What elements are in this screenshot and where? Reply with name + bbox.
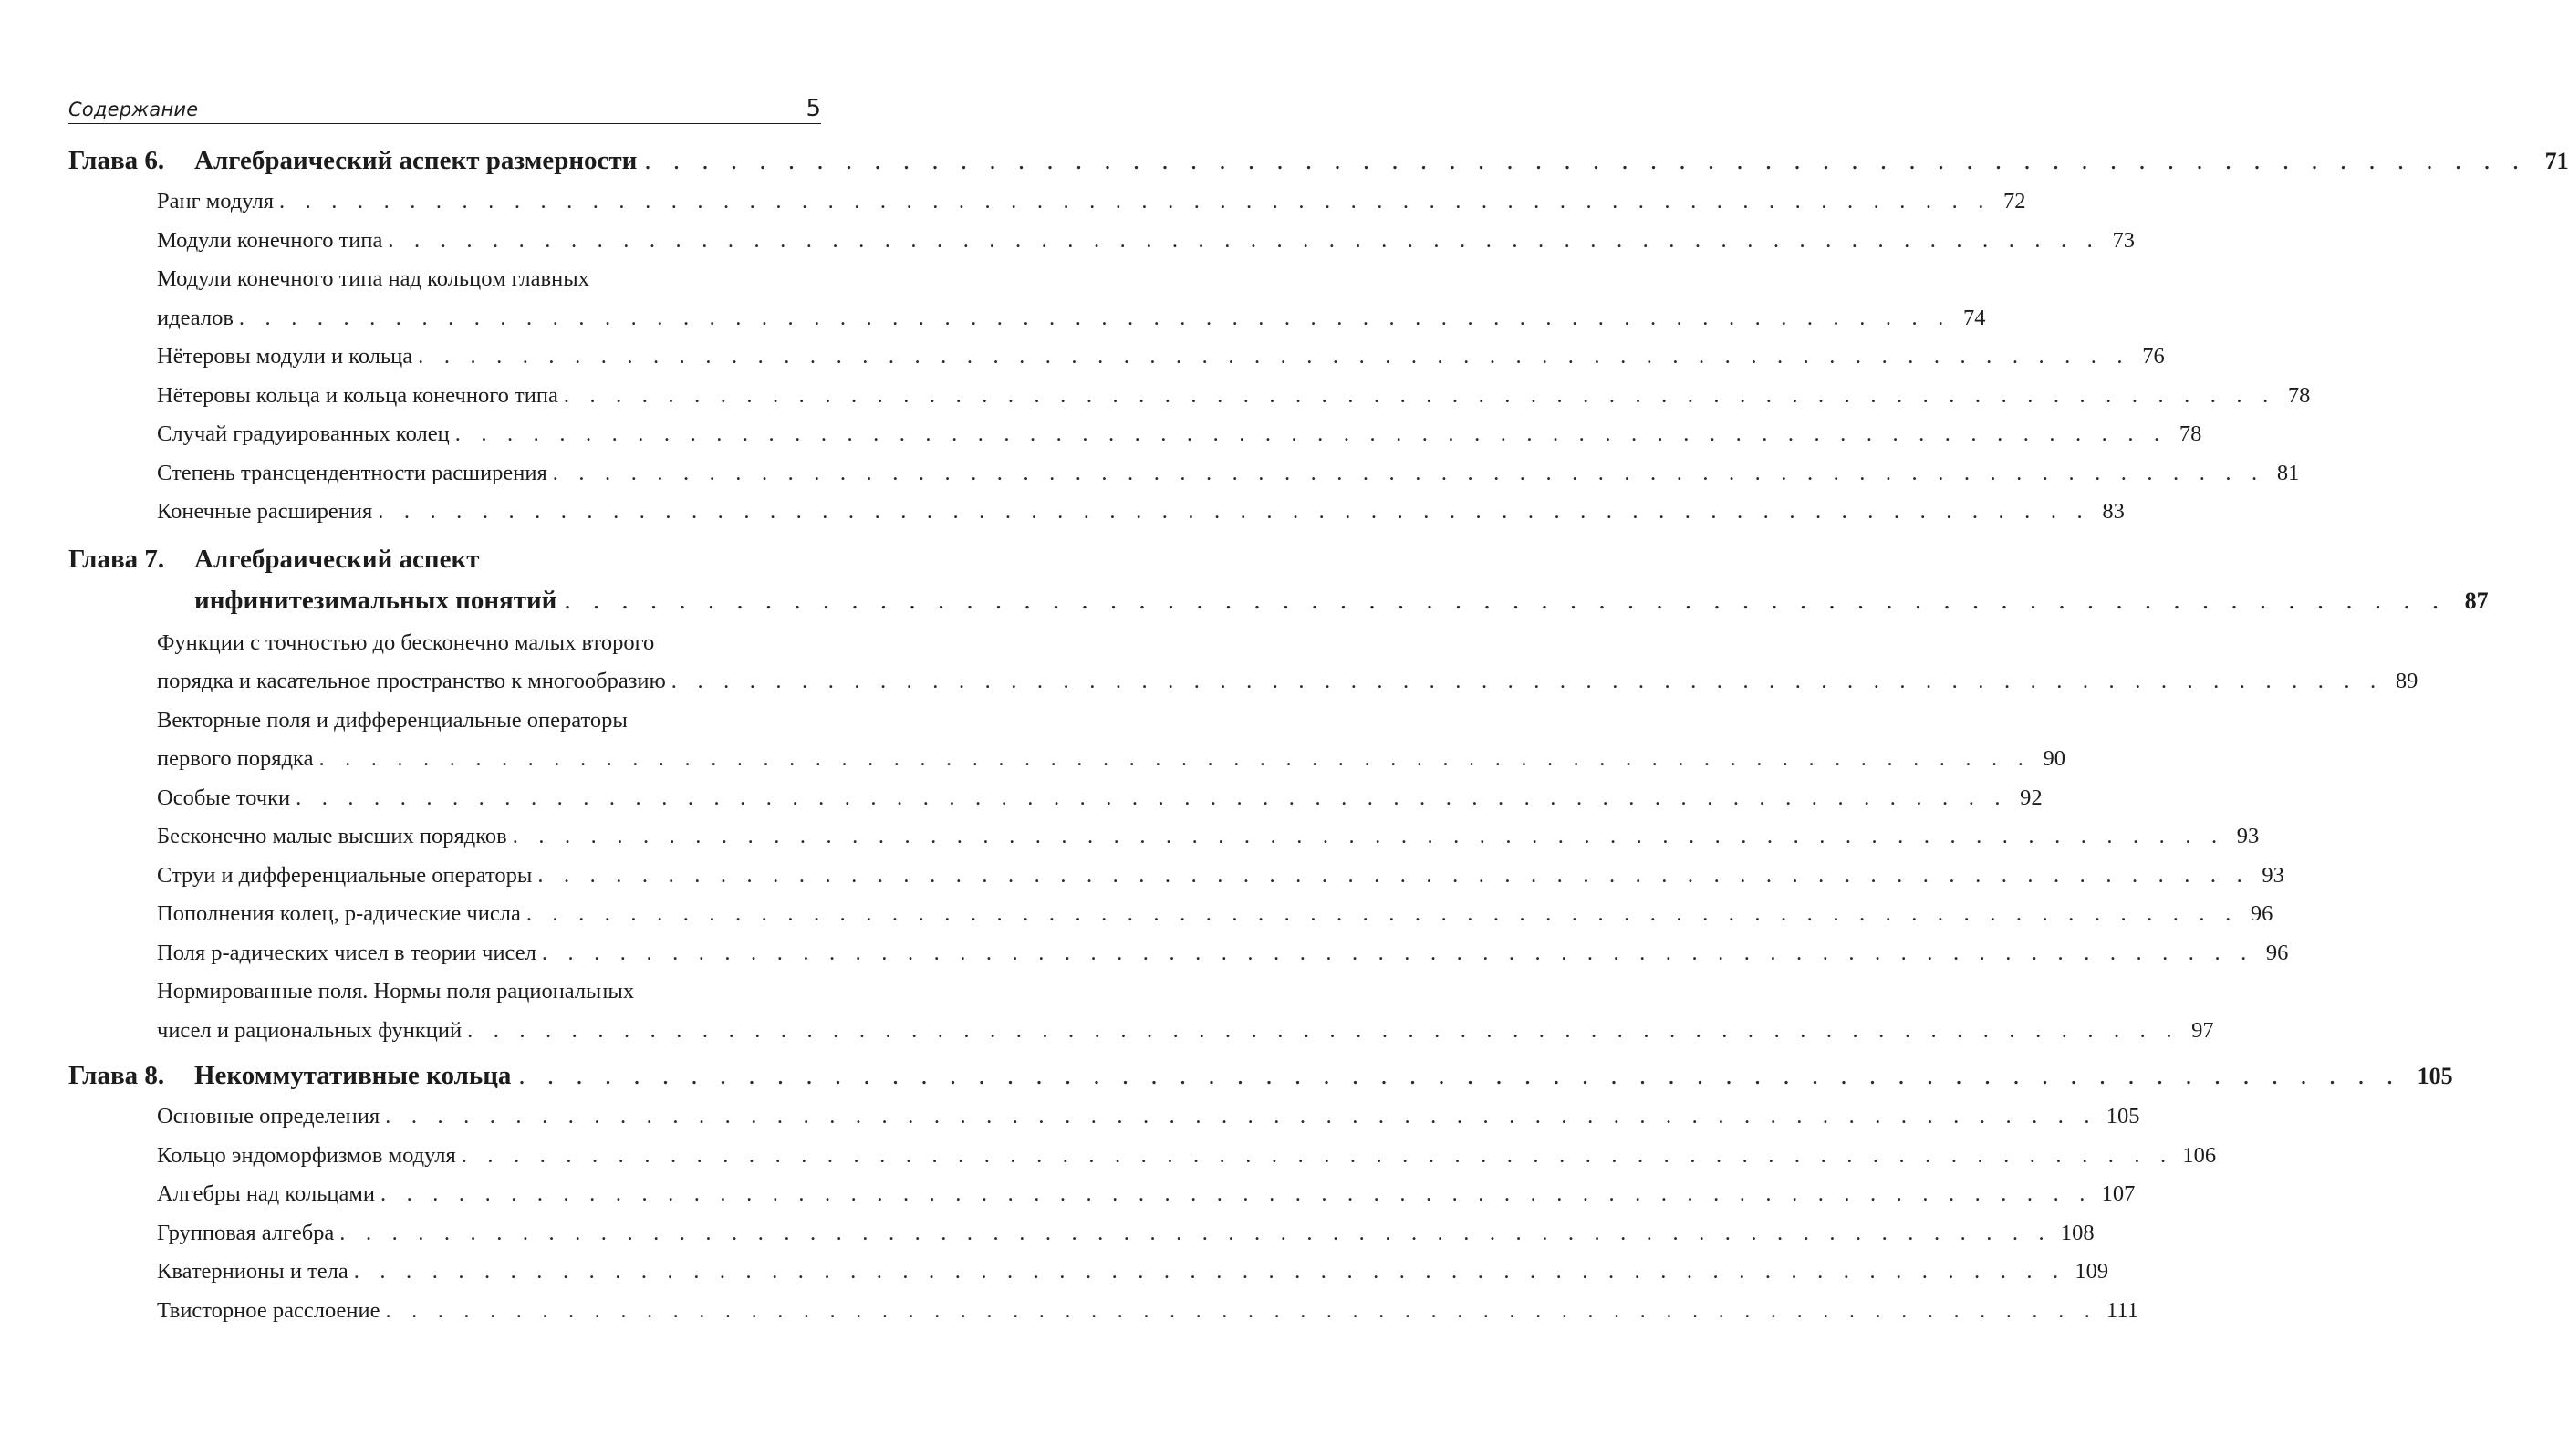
entry-page-number: 81: [2276, 460, 2300, 485]
entry-title: первого порядка: [157, 746, 314, 771]
toc-entry[interactable]: [157, 624, 2418, 702]
entry-line: [157, 222, 2135, 261]
toc-entry[interactable]: [157, 817, 2260, 857]
entry-line: [157, 624, 821, 663]
entry-line: [157, 493, 2125, 532]
entry-line: [157, 1137, 2217, 1176]
entry-line: [157, 260, 821, 299]
entry-line: [157, 779, 2043, 818]
dot-leader: [462, 1137, 2174, 1176]
toc-entry[interactable]: [157, 895, 2273, 934]
running-head-title: Содержание: [68, 99, 199, 120]
entry-page-number: 76: [2142, 344, 2165, 369]
toc-entry[interactable]: [157, 338, 2165, 377]
chapter-title: Алгебраический аспект: [194, 544, 480, 574]
entry-line: [157, 1012, 2214, 1051]
entry-title: Основные определения: [157, 1104, 380, 1128]
entry-line: [157, 662, 2418, 702]
entry-page-number: 107: [2101, 1181, 2136, 1206]
toc-entry[interactable]: [157, 972, 2214, 1050]
entry-page-number: 72: [2003, 189, 2026, 213]
chapter-heading[interactable]: [68, 1056, 2453, 1097]
entry-title: Бесконечно малые высших порядков: [157, 824, 507, 848]
dot-leader: [239, 299, 1951, 338]
dot-leader: [354, 1253, 2066, 1292]
entry-title: Особые точки: [157, 785, 291, 810]
entry-line: [157, 377, 2311, 416]
dot-leader: [279, 182, 1992, 222]
chapter-title: Некоммутативные кольца: [194, 1061, 512, 1090]
entry-title: Поля p-адических чисел в теории чисел: [157, 940, 536, 965]
entry-page-number: 96: [2265, 940, 2289, 965]
dot-leader: [388, 222, 2100, 261]
dot-leader: [385, 1292, 2097, 1331]
entry-title: Нётеровы модули и кольца: [157, 344, 413, 369]
entry-line: [157, 934, 2289, 973]
entry-title: Нормированные поля. Нормы поля рациональных: [157, 979, 635, 1004]
dot-leader: [671, 662, 2384, 702]
toc-entry[interactable]: [157, 934, 2289, 973]
entry-title: Струи и дифференциальные операторы: [157, 862, 533, 888]
entry-page-number: 109: [2075, 1259, 2109, 1284]
chapter-title-line: [194, 1056, 2453, 1097]
dot-leader: [564, 377, 2276, 416]
toc-entry[interactable]: [157, 857, 2284, 896]
entry-page-number: 78: [2179, 421, 2202, 446]
chapter-title: Алгебраический аспект размерности: [194, 146, 638, 175]
entry-title: Кватернионы и тела: [157, 1259, 348, 1284]
chapter-section: [68, 140, 2569, 532]
dot-leader: [418, 338, 2130, 377]
entry-title: Твисторное расслоение: [157, 1297, 380, 1323]
entry-line: [157, 299, 1986, 338]
entry-page-number: 93: [2236, 824, 2260, 848]
entry-line: [157, 817, 2260, 857]
entry-title: Векторные поля и дифференциальные операторы: [157, 707, 628, 733]
entry-title: идеалов: [157, 305, 234, 330]
dot-leader: [467, 1012, 2179, 1051]
entry-line: [157, 972, 821, 1012]
section-list: [68, 1097, 2217, 1330]
entry-page-number: 92: [2020, 785, 2043, 810]
dot-leader: [542, 934, 2254, 973]
section-list: [68, 624, 2418, 1051]
chapter-title-block: [194, 539, 2489, 621]
toc-entry[interactable]: [157, 377, 2311, 416]
entry-title: Случай градуированных колец: [157, 421, 450, 446]
entry-page-number: 90: [2043, 746, 2066, 771]
chapter-title-line: [194, 539, 2489, 580]
entry-line: [157, 182, 2026, 222]
toc-page: [68, 86, 2569, 1330]
table-of-contents: [68, 140, 2569, 1330]
chapter-label: Глава 8.: [68, 1061, 165, 1090]
entry-title: чисел и рациональных функций: [157, 1017, 463, 1043]
dot-leader: [378, 493, 2090, 532]
entry-line: [157, 415, 2202, 454]
dot-leader: [644, 140, 2526, 182]
entry-page-number: 108: [2060, 1220, 2095, 1245]
dot-leader: [455, 415, 2168, 454]
dot-leader: [339, 1214, 2052, 1253]
toc-entry[interactable]: [157, 454, 2300, 494]
entry-page-number: 74: [1962, 305, 1986, 330]
toc-entry[interactable]: [157, 222, 2135, 261]
dot-leader: [553, 454, 2265, 494]
dot-leader: [380, 1175, 2093, 1214]
dot-leader: [526, 895, 2239, 934]
toc-entry[interactable]: [157, 1097, 2140, 1137]
toc-entry[interactable]: [157, 493, 2125, 532]
chapter-title: инфинитезимальных понятий: [194, 585, 557, 615]
entry-title: Алгебры над кольцами: [157, 1181, 375, 1206]
chapter-label: Глава 6.: [68, 146, 165, 175]
entry-page-number: 96: [2250, 901, 2273, 926]
entry-line: [157, 338, 2165, 377]
entry-page-number: 78: [2287, 382, 2311, 408]
entry-title: Степень трансцендентности расширения: [157, 460, 547, 485]
dot-leader: [537, 857, 2250, 896]
entry-line: [157, 1214, 2095, 1253]
chapter-title-block: [194, 140, 2569, 182]
toc-entry[interactable]: [157, 1137, 2217, 1176]
chapter-page-number: 87: [2464, 587, 2489, 614]
entry-title: Ранг модуля: [157, 189, 274, 213]
entry-title: Кольцо эндоморфизмов модуля: [157, 1142, 456, 1168]
entry-title: Конечные расширения: [157, 499, 373, 524]
toc-entry[interactable]: [157, 1175, 2136, 1214]
entry-line: [157, 1097, 2140, 1137]
entry-page-number: 111: [2106, 1297, 2138, 1323]
dot-leader: [518, 1056, 2400, 1097]
dot-leader: [385, 1097, 2097, 1137]
entry-line: [157, 857, 2284, 896]
entry-page-number: 89: [2395, 669, 2418, 693]
entry-line: [157, 454, 2300, 494]
chapter-label: Глава 7.: [68, 544, 165, 574]
chapter-heading[interactable]: [68, 140, 2569, 182]
entry-page-number: 73: [2112, 227, 2135, 253]
toc-entry[interactable]: [157, 182, 2026, 222]
running-head-page-number: 5: [806, 95, 821, 122]
chapter-heading[interactable]: [68, 539, 2489, 621]
entry-title: Функции с точностью до бесконечно малых второго: [157, 629, 655, 655]
chapter-page-number: 105: [2417, 1063, 2453, 1089]
entry-title: Модули конечного типа над кольцом главных: [157, 266, 589, 291]
dot-leader: [564, 580, 2446, 621]
toc-entry[interactable]: [157, 1292, 2138, 1331]
chapter-title-block: [194, 1056, 2453, 1097]
toc-entry[interactable]: [157, 1253, 2109, 1292]
entry-line: [157, 1292, 2138, 1331]
entry-title: Нётеровы кольца и кольца конечного типа: [157, 382, 558, 408]
chapter-title-line: [194, 580, 2489, 621]
section-list: [68, 182, 2311, 532]
chapter-title-line: [194, 140, 2569, 182]
toc-entry[interactable]: [157, 779, 2043, 818]
entry-line: [157, 895, 2273, 934]
entry-line: [157, 702, 821, 741]
chapter-page-number: 71: [2544, 148, 2569, 174]
entry-title: Пополнения колец, p-адические числа: [157, 901, 521, 926]
dot-leader: [318, 740, 2031, 779]
toc-entry[interactable]: [157, 415, 2202, 454]
entry-page-number: 105: [2106, 1104, 2140, 1128]
entry-page-number: 97: [2191, 1017, 2214, 1043]
dot-leader: [296, 779, 2008, 818]
entry-title: Модули конечного типа: [157, 227, 383, 253]
entry-line: [157, 1253, 2109, 1292]
entry-page-number: 83: [2102, 499, 2125, 524]
dot-leader: [513, 817, 2225, 857]
running-head: [68, 86, 821, 124]
entry-page-number: 106: [2182, 1142, 2217, 1168]
toc-entry[interactable]: [157, 1214, 2095, 1253]
entry-line: [157, 740, 2066, 779]
chapter-section: [68, 539, 2489, 1051]
toc-entry[interactable]: [157, 260, 1986, 338]
toc-entry[interactable]: [157, 702, 2066, 779]
entry-page-number: 93: [2262, 862, 2284, 888]
entry-title: Групповая алгебра: [157, 1220, 335, 1245]
entry-title: порядка и касательное пространство к многообразию: [157, 669, 666, 693]
chapter-section: [68, 1056, 2453, 1330]
entry-line: [157, 1175, 2136, 1214]
